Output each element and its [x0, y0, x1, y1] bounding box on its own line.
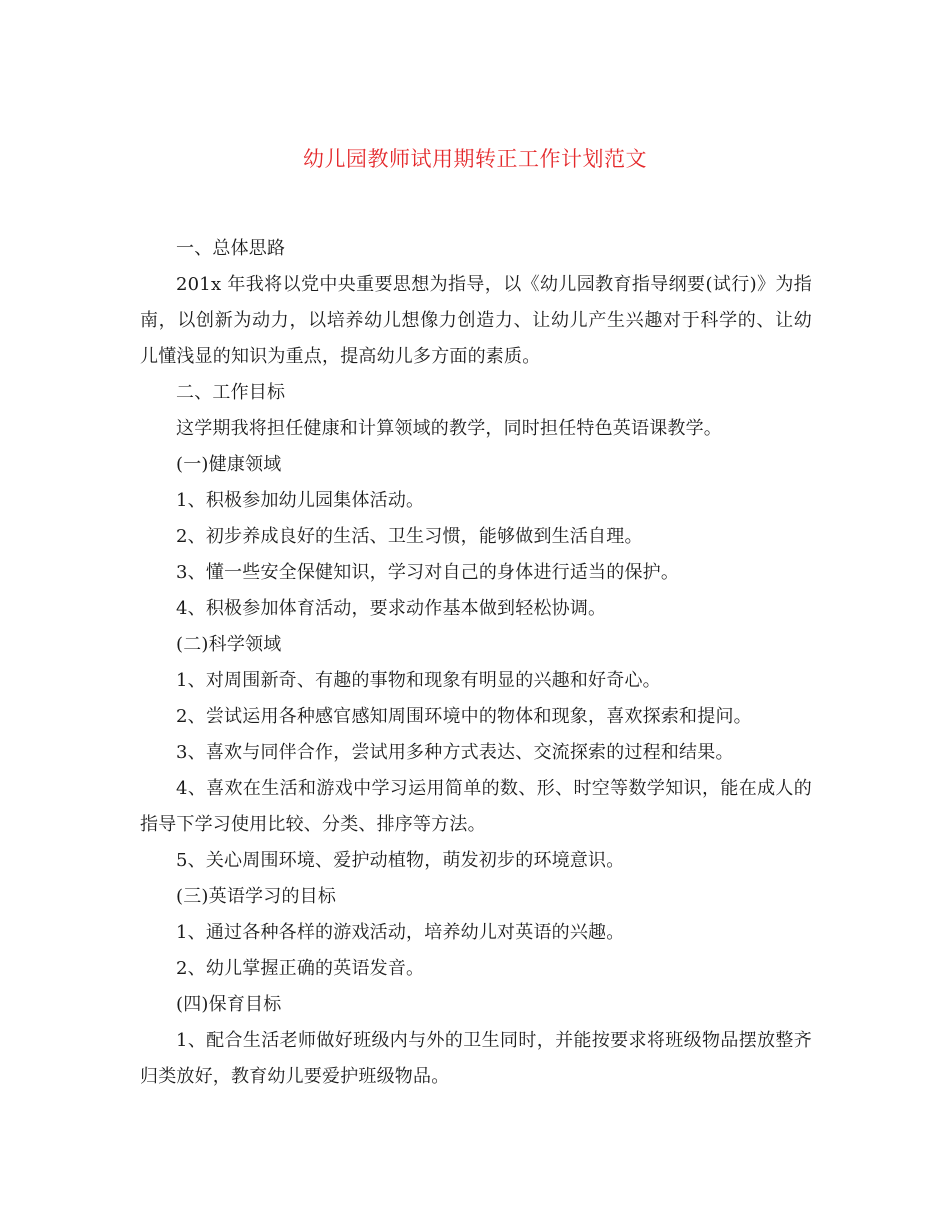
paragraph-goals-intro: 这学期我将担任健康和计算领域的教学，同时担任特色英语课教学。	[176, 418, 722, 439]
document-body	[140, 231, 812, 1095]
list-item: 2、尝试运用各种感官感知周围环境中的物体和现象，喜欢探索和提问。	[176, 706, 752, 727]
list-item: 3、懂一些安全保健知识，学习对自己的身体进行适当的保护。	[176, 562, 680, 583]
list-item: 5、关心周围环境、爱护动植物，萌发初步的环境意识。	[176, 850, 625, 871]
list-item: 1、对周围新奇、有趣的事物和现象有明显的兴趣和好奇心。	[176, 670, 661, 691]
list-item: 2、初步养成良好的生活、卫生习惯，能够做到生活自理。	[176, 526, 643, 547]
list-item: 4、喜欢在生活和游戏中学习运用简单的数、形、时空等数学知识，能在成人的指导下学习使用比较、分类、排序等方法。	[140, 778, 812, 835]
subsection-heading-care: (四)保育目标	[176, 994, 282, 1015]
section-heading-goals: 二、工作目标	[176, 382, 286, 403]
list-item: 2、幼儿掌握正确的英语发音。	[176, 958, 425, 979]
list-item: 1、积极参加幼儿园集体活动。	[176, 490, 425, 511]
section-heading-overview: 一、总体思路	[176, 238, 286, 259]
list-item: 4、积极参加体育活动，要求动作基本做到轻松协调。	[176, 598, 607, 619]
list-item: 1、配合生活老师做好班级内与外的卫生同时，并能按要求将班级物品摆放整齐归类放好，教育幼儿要爱护班级物品。	[140, 1030, 812, 1087]
list-item: 1、通过各种各样的游戏活动，培养幼儿对英语的兴趣。	[176, 922, 625, 943]
paragraph-overview: 201x 年我将以党中央重要思想为指导，以《幼儿园教育指导纲要(试行)》为指南，以创新为动力，以培养幼儿想像力创造力、让幼儿产生兴趣对于科学的、让幼儿懂浅显的知识为重点，提高幼儿多方面的素质。	[140, 274, 812, 367]
subsection-heading-science: (二)科学领域	[176, 634, 282, 655]
list-item: 3、喜欢与同伴合作，尝试用多种方式表达、交流探索的过程和结果。	[176, 742, 734, 763]
subsection-heading-english: (三)英语学习的目标	[176, 886, 337, 907]
subsection-heading-health: (一)健康领域	[176, 454, 282, 475]
document-title: 幼儿园教师试用期转正工作计划范文	[303, 147, 647, 171]
